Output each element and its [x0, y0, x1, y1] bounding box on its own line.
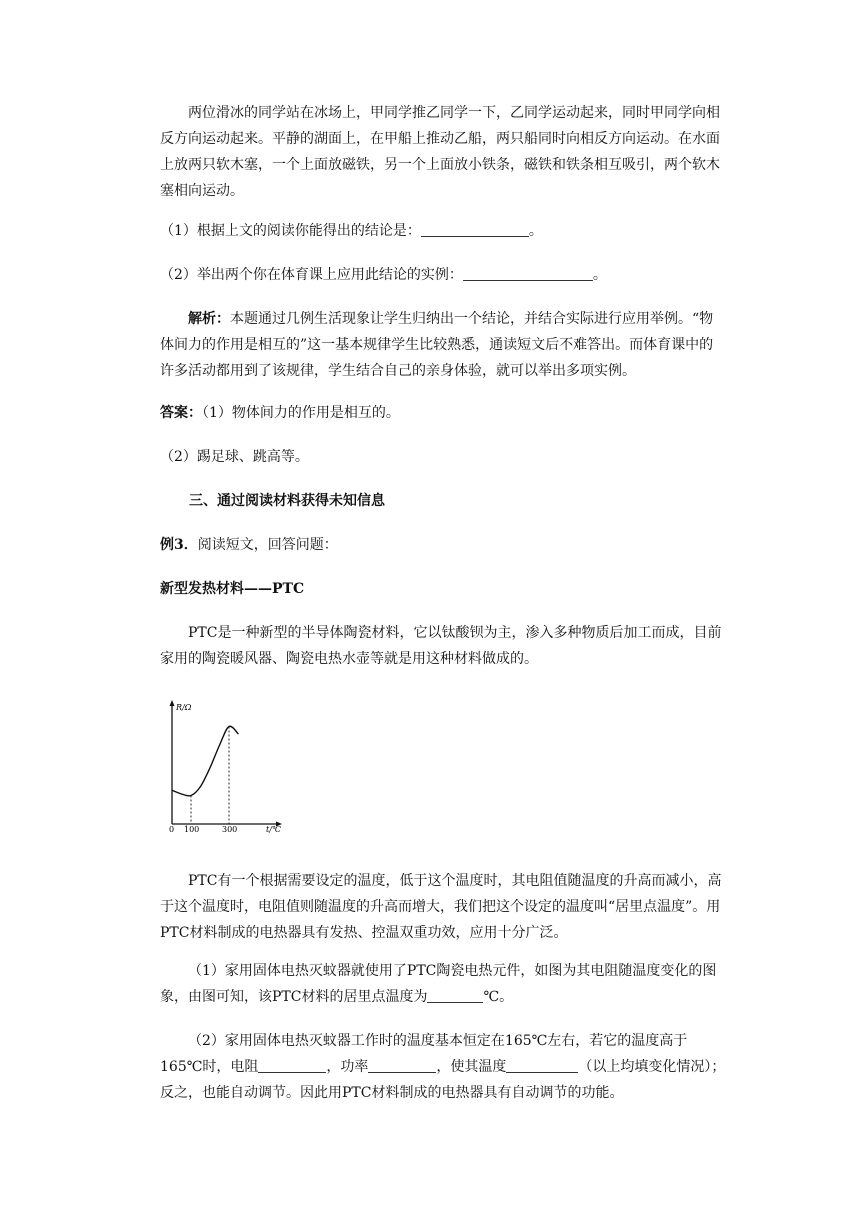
question-1: （1）根据上文的阅读你能得出的结论是： 。 [160, 223, 543, 239]
answer-line-1: 答案：（1）物体间力的作用是相互的。 [160, 405, 400, 421]
x-tick-label: 100 [184, 825, 200, 834]
answer-blank[interactable] [427, 988, 483, 1003]
analysis-paragraph: 解析：本题通过几例生活现象让学生归纳出一个结论，并结合实际进行应用举例。“物体间力的作用是相互的”这一基本规律学生比较熟悉，通读短文后不难答出。而体育课中的许多活动都用到了该规律，学生结合自己的亲身体验，就可以举出多项实例。 [160, 311, 714, 379]
resistance-curve [172, 726, 239, 796]
ptc-paragraph-2: PTC有一个根据需要设定的温度，低于这个温度时，其电阻值随温度的升高而减小，高于这个温度时，电阻值则随温度的升高而增大，我们把这个设定的温度叫“居里点温度”。用PTC材料制成的电热器具有发热、控温双重功效，应用十分广泛。 [160, 873, 722, 941]
ptc-intro-paragraph: PTC是一种新型的半导体陶瓷材料，它以钛酸钡为主，渗入多种物质后加工而成，目前家用的陶瓷暖风器、陶瓷电热水壶等就是用这种材料做成的。 [160, 625, 722, 667]
answer-line-2: （2）踢足球、跳高等。 [160, 449, 309, 465]
answer-blank[interactable] [421, 222, 529, 237]
answer-blank[interactable] [506, 1058, 578, 1073]
section-heading: 三、通过阅读材料获得未知信息 [189, 493, 385, 509]
answer-blank[interactable] [258, 1058, 326, 1073]
article-title: 新型发热材料——PTC [160, 581, 305, 597]
resistance-temperature-chart [160, 696, 290, 836]
question-2: （2）举出两个你在体育课上应用此结论的实例： 。 [160, 267, 607, 283]
answer-blank[interactable] [368, 1058, 436, 1073]
intro-paragraph: 两位滑冰的同学站在冰场上，甲同学推乙同学一下，乙同学运动起来，同时甲同学向相反方向运动起来。平静的湖面上，在甲船上推动乙船，两只船同时向相反方向运动。在水面上放两只软木塞，一个上面放磁铁，另一个上面放小铁条，磁铁和铁条相互吸引，两个软木塞相向运动。 [160, 105, 720, 199]
x-axis-label: t/℃ [266, 825, 281, 834]
y-axis-arrow [170, 700, 175, 706]
y-axis-label: R/Ω [176, 703, 192, 712]
answer-blank[interactable] [463, 266, 593, 281]
x-tick-label: 0 [169, 825, 175, 834]
x-tick-label: 300 [222, 825, 238, 834]
question-3b: （2）家用固体电热灭蚊器工作时的温度基本恒定在165℃左右，若它的温度高于165℃时，电阻 ，功率 ，使其温度 （以上均填变化情况）；反之，也能自动调节。因此用PTC材料制成的电热器具有自动调节的功能。 [160, 1033, 726, 1101]
example-line: 例3．阅读短文，回答问题： [160, 537, 338, 553]
question-3a: （1）家用固体电热灭蚊器就使用了PTC陶瓷电热元件，如图为其电阻随温度变化的图象，由图可知，该PTC材料的居里点温度为 ℃。 [160, 963, 717, 1005]
